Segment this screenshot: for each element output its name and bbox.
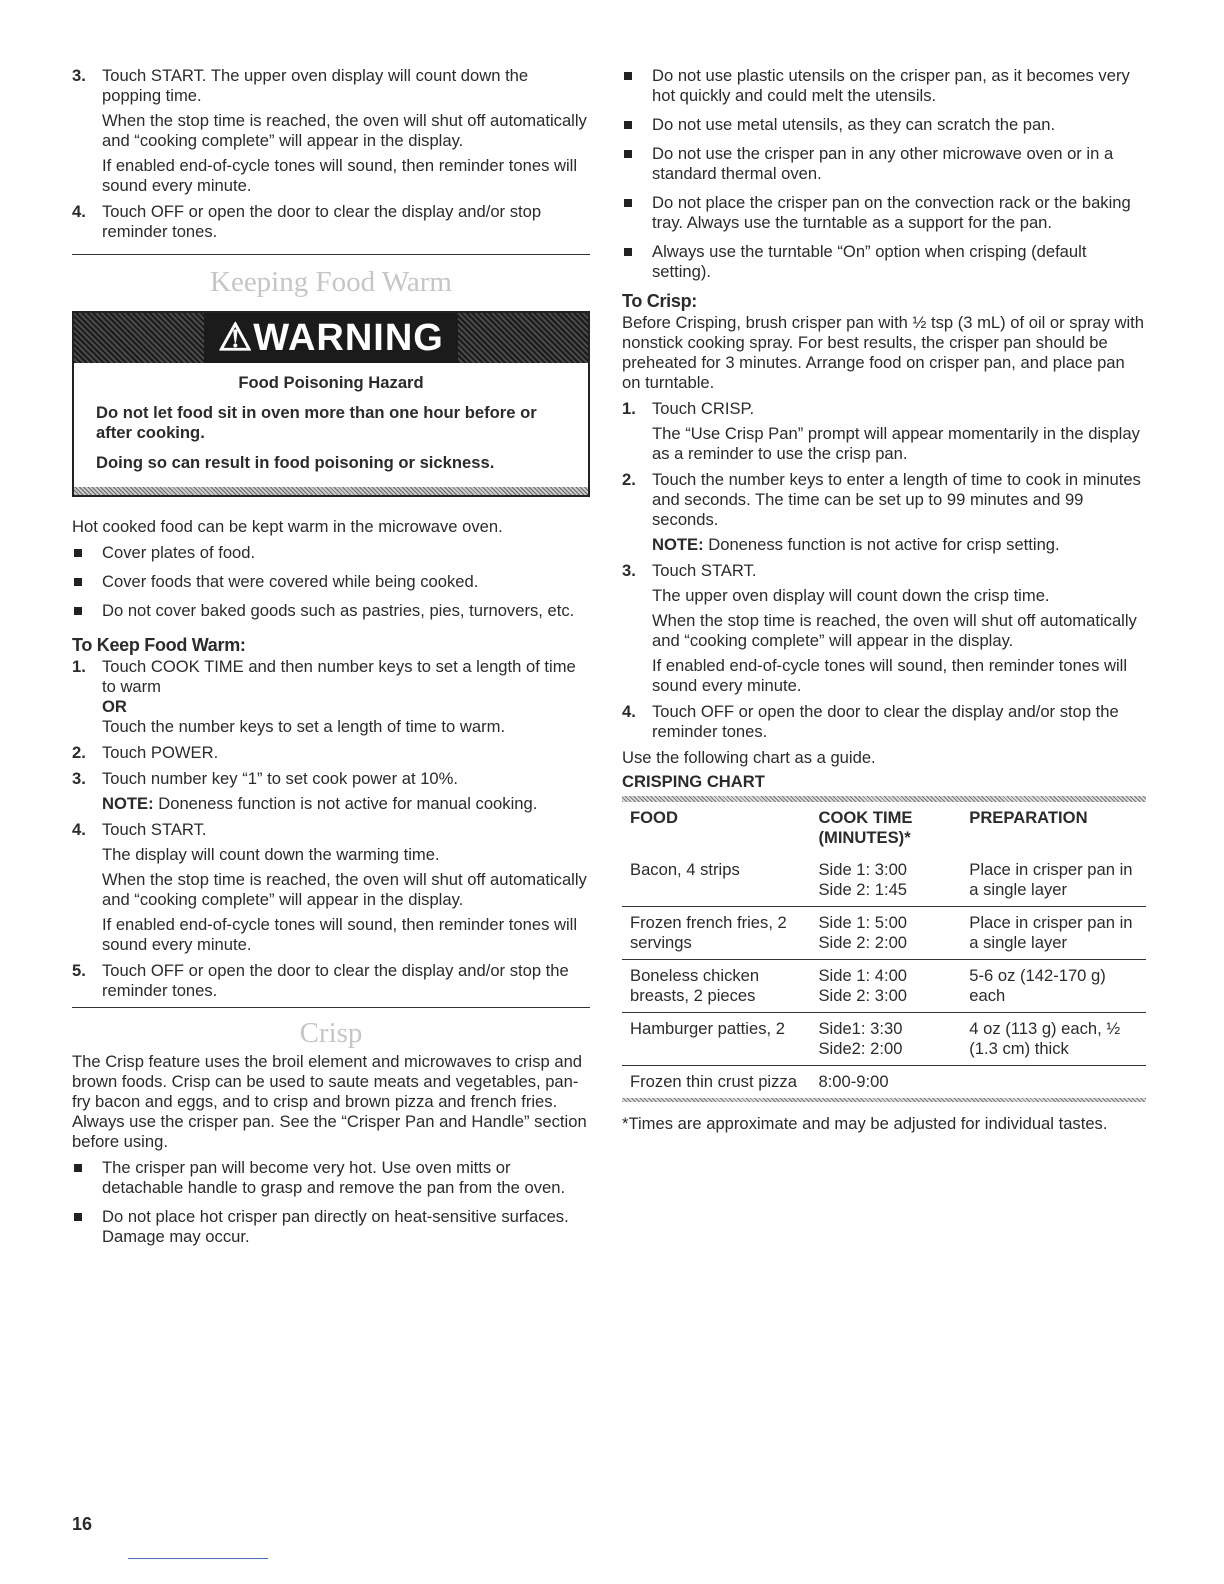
- bullet-item: Do not place hot crisper pan directly on heat-sensitive surfaces. Damage may occur.: [72, 1207, 590, 1247]
- table-cell: Frozen french fries, 2 servings: [622, 907, 810, 960]
- crisp-step-3: 3. Touch START. The upper oven display will count down the crisp time. When the stop time is reached, the oven will shut off automatically and “cooking complete” will appear in the display. If enabled end-of-cycle tones will sound, then reminder tones will sound every minute.: [622, 561, 1137, 695]
- section-title-keeping-food-warm: Keeping Food Warm: [210, 266, 452, 298]
- warning-header: [74, 313, 588, 363]
- crisp-intro: The Crisp feature uses the broil element and microwaves to crisp and brown foods. Crisp can be used to saute meats and vegetables, pan-fry bacon and eggs, and to crisp and brown pizza and french fries. Always use the crisper pan. See the “Crisper Pan and Handle” section before using.: [72, 1052, 587, 1151]
- warning-box: [72, 311, 590, 497]
- section-title-crisp: Crisp: [299, 1017, 363, 1049]
- warning-line-2: Doing so can result in food poisoning or sickness.: [96, 453, 495, 472]
- bullet-item: Cover plates of food.: [72, 543, 590, 563]
- crisper-pan-bullets: [622, 66, 1146, 282]
- kw-step-1: 1. Touch COOK TIME and then number keys to set a length of time to warm OR Touch the number keys to set a length of time to warm.: [72, 657, 576, 736]
- table-cell: Side 1: 5:00 Side 2: 2:00: [810, 907, 961, 960]
- to-crisp-heading: To Crisp:: [622, 291, 697, 311]
- kw-step-3: 3. Touch number key “1” to set cook power at 10%. NOTE: Doneness function is not active for manual cooking.: [72, 769, 538, 813]
- kw-step-4: 4. Touch START. The display will count down the warming time. When the stop time is reached, the oven will shut off automatically and “cooking complete” will appear in the display. If enabled end-of-cycle tones will sound, then reminder tones will sound every minute.: [72, 820, 587, 954]
- bullet-item: Cover foods that were covered while being cooked.: [72, 572, 590, 592]
- kw-step-5: 5. Touch OFF or open the door to clear the display and/or stop the reminder tones.: [72, 961, 569, 1000]
- table-row: [622, 907, 1146, 960]
- table-cell: Side 1: 4:00 Side 2: 3:00: [810, 960, 961, 1013]
- chart-footnote: *Times are approximate and may be adjusted for individual tastes.: [622, 1114, 1108, 1133]
- bullet-item: The crisper pan will become very hot. Use oven mitts or detachable handle to grasp and remove the pan from the oven.: [72, 1158, 590, 1198]
- table-row: [622, 854, 1146, 907]
- table-cell: Bacon, 4 strips: [622, 854, 810, 907]
- table-row: [622, 1013, 1146, 1066]
- crisping-chart-table: [622, 802, 1146, 1098]
- kw-step-2: 2. Touch POWER.: [72, 743, 219, 762]
- bullet-item: Do not use the crisper pan in any other microwave oven or in a standard thermal oven.: [622, 144, 1146, 184]
- table-cell: Frozen thin crust pizza: [630, 1072, 797, 1091]
- hazard-title: Food Poisoning Hazard: [238, 373, 424, 392]
- table-cell: [961, 1066, 1146, 1099]
- warning-line-1: Do not let food sit in oven more than one hour before or after cooking.: [96, 403, 537, 442]
- bullet-item: Do not place the crisper pan on the convection rack or the baking tray. Always use the turntable as a support for the pan.: [622, 193, 1146, 233]
- table-cell: Side1: 3:30 Side2: 2:00: [810, 1013, 961, 1066]
- step: 4. Touch OFF or open the door to clear the display and/or stop reminder tones.: [72, 202, 542, 241]
- warning-heading: WARNING: [253, 317, 444, 359]
- to-crisp-intro: Before Crisping, brush crisper pan with ½ tsp (3 mL) of oil or spray with nonstick cooking spray. For best results, the crisper pan should be preheated for 3 minutes. Arrange food on crisper pan, and place pan on turntable.: [622, 313, 1144, 392]
- table-header-row: [622, 802, 1146, 854]
- table-cell: 8:00-9:00: [818, 1072, 889, 1091]
- table-cell: Boneless chicken breasts, 2 pieces: [622, 960, 810, 1013]
- bullet-item: Do not use plastic utensils on the crisper pan, as it becomes very hot quickly and could melt the utensils.: [622, 66, 1146, 106]
- keep-warm-intro: Hot cooked food can be kept warm in the microwave oven.: [72, 517, 503, 536]
- keep-warm-heading: To Keep Food Warm:: [72, 635, 246, 655]
- crisp-step-2: 2. Touch the number keys to enter a length of time to cook in minutes and seconds. The time can be set up to 99 minutes and 99 seconds. NOTE: Doneness function is not active for crisp setting.: [622, 470, 1141, 554]
- left-column: [72, 66, 590, 1256]
- page-number: 16: [72, 1514, 93, 1534]
- crisping-chart-title: CRISPING CHART: [622, 772, 765, 791]
- popcorn-steps: [72, 66, 590, 242]
- table-cell: Side 1: 3:00 Side 2: 1:45: [810, 854, 961, 907]
- table-cell: Place in crisper pan in a single layer: [961, 854, 1146, 907]
- bullet-item: Do not use metal utensils, as they can scratch the pan.: [622, 115, 1146, 135]
- table-cell: Hamburger patties, 2: [622, 1013, 810, 1066]
- keep-warm-bullets: [72, 543, 590, 621]
- table-row: [622, 960, 1146, 1013]
- table-cell: 5-6 oz (142-170 g) each: [961, 960, 1146, 1013]
- divider: [72, 1007, 590, 1008]
- table-header-cell: COOK TIME (MINUTES)*: [818, 808, 913, 847]
- bullet-item: Do not cover baked goods such as pastries, pies, turnovers, etc.: [72, 601, 590, 621]
- table-header-cell: PREPARATION: [969, 808, 1088, 827]
- crisp-bullets: [72, 1158, 590, 1247]
- footer-line: [128, 1558, 268, 1559]
- table-row: [622, 1066, 1146, 1099]
- crisp-step-4: 4. Touch OFF or open the door to clear the display and/or stop the reminder tones.: [622, 702, 1119, 741]
- step: 3. Touch START. The upper oven display will count down the popping time. When the stop time is reached, the oven will shut off automatically and “cooking complete” will appear in the display. If enabled end-of-cycle tones will sound, then reminder tones will sound every minute.: [72, 66, 587, 195]
- bullet-item: Always use the turntable “On” option when crisping (default setting).: [622, 242, 1146, 282]
- divider: [72, 254, 590, 255]
- table-cell: Place in crisper pan in a single layer: [961, 907, 1146, 960]
- chart-guide-text: Use the following chart as a guide.: [622, 748, 876, 767]
- table-header-cell: FOOD: [630, 808, 678, 827]
- right-column: [622, 66, 1146, 1134]
- crisp-step-1: 1. Touch CRISP. The “Use Crisp Pan” prompt will appear momentarily in the display as a reminder to use the crisp pan.: [622, 399, 1140, 463]
- warning-triangle-icon: ⚠: [218, 317, 254, 359]
- table-cell: 4 oz (113 g) each, ½ (1.3 cm) thick: [961, 1013, 1146, 1066]
